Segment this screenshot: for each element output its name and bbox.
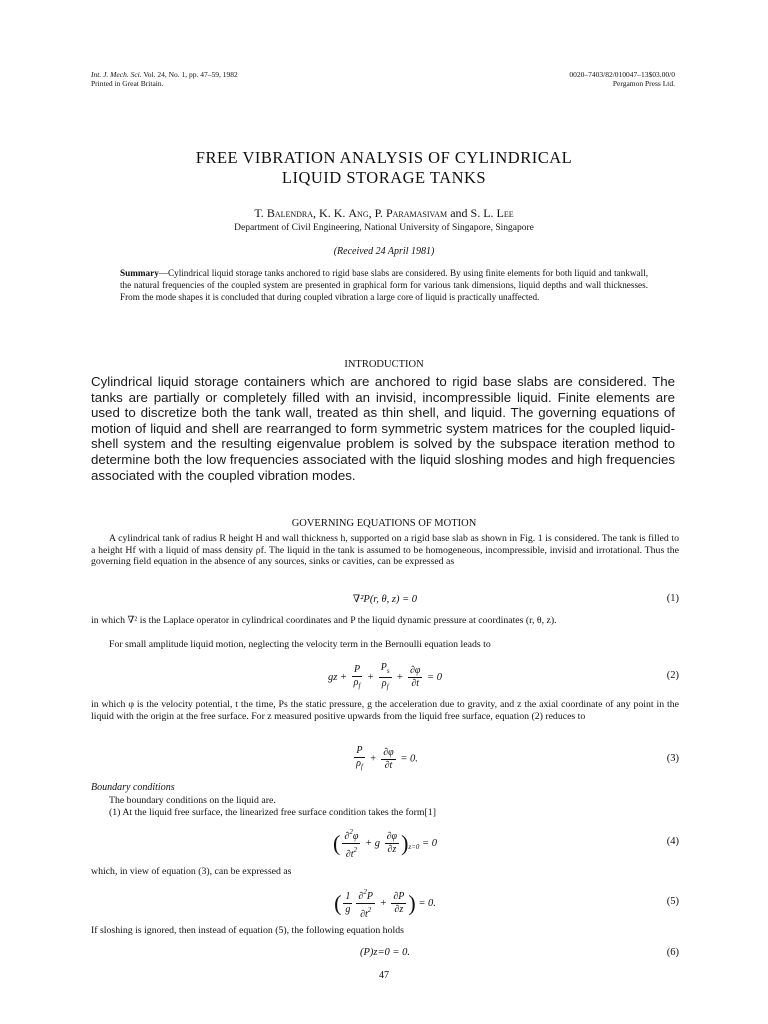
author-3-initial: , P. [368, 206, 386, 220]
author-2-initial: , K. K. [313, 206, 349, 220]
equation-5-number: (5) [666, 896, 679, 907]
equation-3-number: (3) [666, 753, 679, 764]
section-heading-introduction: INTRODUCTION [344, 359, 424, 370]
paragraph-free-surface: (1) At the liquid free surface, the linearized free surface condition takes the form[1] [109, 807, 436, 818]
author-4-initial: and S. L. [447, 206, 497, 220]
equation-3-body: $\frac{P}{\rho_f}$ + $\frac{\partial\varphi}{\partial t}$ = 0. [356, 745, 418, 771]
publisher-info [569, 70, 675, 88]
introduction-text: Cylindrical liquid storage containers which are anchored to rigid base slabs are considered. The tanks are partially or completely filled with an invisid, incompressible liquid. Finite elements are used to discretize both the tank wall, treated as thin shell, and liquid. The governing equations of motion of liquid and shell are rearranged to form symmetric system matrices for the coupled liquid-shell system and the resulting eigenvalue problem is solved by the subspace iteration method to determine both the low frequencies associated with the liquid sloshing modes and high frequencies associated with the coupled vibration modes. [91, 374, 675, 483]
page-number: 47 [379, 970, 389, 981]
title-line-2: LIQUID STORAGE TANKS [281, 168, 487, 187]
equation-1-number: (1) [666, 593, 679, 604]
paper-title [0, 148, 768, 188]
section-heading-governing-equations: GOVERNING EQUATIONS OF MOTION [291, 518, 477, 529]
author-1-name: Balendra [266, 206, 314, 220]
equation-1-body: ∇²P(r, θ, z) = 0 [352, 594, 418, 605]
article-code: 0020–7403/82/010047–13$03.00/0 [569, 70, 675, 79]
author-4-name: Lee [496, 206, 514, 220]
author-3-name: Paramasivam [385, 206, 448, 220]
journal-citation [91, 70, 238, 88]
affiliation: Department of Civil Engineering, National University of Singapore, Singapore [234, 223, 534, 233]
paragraph-bernoulli: For small amplitude liquid motion, neglecting the velocity term in the Bernoulli equation leads to [109, 639, 491, 650]
equation-4-body: ( $\frac{\partial^2\varphi}{\partial t^2}$ + g $\frac{\partial\varphi}{\partial z}$ )$_{z=0} = 0$ [333, 828, 437, 860]
paragraph-boundary-intro: The boundary conditions on the liquid are. [109, 795, 276, 806]
equation-2 [91, 662, 679, 692]
equation-4 [91, 826, 679, 858]
printed-note: Printed in Great Britain. [91, 79, 164, 88]
equation-5 [91, 886, 679, 918]
equation-3 [91, 745, 679, 775]
equation-4-number: (4) [666, 836, 679, 847]
author-1-initial: T. [254, 206, 267, 220]
title-line-1: FREE VIBRATION ANALYSIS OF CYLINDRICAL [195, 148, 573, 167]
author-list [0, 206, 768, 221]
paragraph-tank-description: A cylindrical tank of radius R height H and wall thickness h, supported on a rigid base slab as shown in Fig. 1 is considered. The tank is filled to a height Hf with a liquid of mass density ρf. The liquid in the tank is assumed to be homogeneous, incompressible, invisid and irrotational. Thus the governing field equation in the absence of any sources, sinks or cavities, can be expressed as [91, 533, 679, 568]
paragraph-velocity-potential: in which φ is the velocity potential, t the time, Ps the static pressure, g the acceleration due to gravity, and z the axial coordinate of any point in the liquid with the origin at the free surface. For z measured positive upwards from the liquid free surface, equation (2) reduces to [91, 699, 679, 722]
paragraph-sloshing-ignored: If sloshing is ignored, then instead of equation (5), the following equation holds [91, 925, 404, 936]
paragraph-laplace: in which ∇² is the Laplace operator in cylindrical coordinates and P the liquid dynamic pressure at coordinates (r, θ, z). [91, 615, 557, 626]
equation-2-number: (2) [666, 670, 679, 681]
equation-2-body: gz + $\frac{P}{\rho_f}$ + $\frac{P_s}{\rho_f}$ + $\frac{\partial\varphi}{\partial t}$ = 0 [327, 662, 443, 691]
author-2-name: Ang [348, 206, 369, 220]
volume-info: Vol. 24, No. 1, pp. 47–59, 1982 [143, 70, 238, 79]
summary-label: Summary [120, 268, 159, 278]
paragraph-in-view-of-eq3: which, in view of equation (3), can be expressed as [91, 866, 292, 877]
equation-5-body: ( $\frac{1}{g}$ $\frac{\partial^2P}{\partial t^2}$ + $\frac{\partial P}{\partial z}$ ) = 0. [334, 888, 436, 920]
received-date: (Received 24 April 1981) [333, 246, 435, 257]
summary-text: —Cylindrical liquid storage tanks anchored to rigid base slabs are considered. By using finite elements for both liquid and tankwall, the natural frequencies of the coupled system are presented in graphical form for various tank dimensions, liquid depths and wall thicknesses. From the mode shapes it is concluded that during coupled vibration a large core of liquid is practically unaffected. [120, 268, 648, 302]
publisher-name: Pergamon Press Ltd. [612, 79, 675, 88]
journal-name: Int. J. Mech. Sci. [91, 70, 142, 79]
summary [120, 268, 648, 303]
equation-6-number: (6) [666, 947, 679, 958]
subheading-boundary-conditions: Boundary conditions [91, 782, 175, 793]
equation-6-body: (P)z=0 = 0. [359, 947, 411, 958]
